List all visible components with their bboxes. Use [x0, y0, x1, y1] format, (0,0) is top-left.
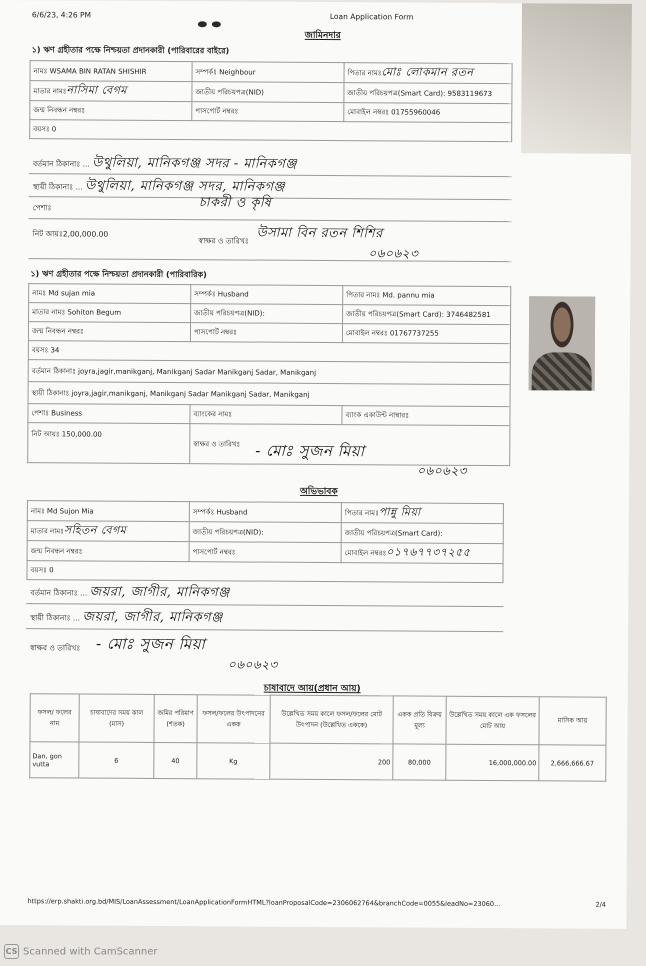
g2-permanent-address: স্থায়ী ঠিকানাঃ joyra,jagir,manikganj, Manikganj Sadar Manikganj Sadar, Manikganj — [28, 382, 510, 407]
g2-name: নামঃ Md sujan mia — [29, 284, 191, 304]
g2-smart-card: জাতীয় পরিচয়পত্র(Smart Card): 3746482581 — [343, 305, 511, 325]
g1-mother-hand: নাসিমা বেগম — [66, 83, 127, 97]
income-cell: 40 — [154, 742, 197, 778]
g1-income — [33, 229, 109, 241]
page-corner-shadow — [521, 3, 632, 154]
g1-father-hand: মোঃ লোকমান রতন — [381, 65, 474, 79]
gd-present-address — [30, 582, 229, 604]
camscanner-watermark — [4, 944, 158, 959]
g1-permanent-label: স্থায়ী ঠিকানাঃ ... — [32, 182, 83, 192]
divider — [26, 603, 503, 607]
g2-mobile: মোবাইল নম্বরঃ 01767737255 — [342, 324, 510, 344]
g2-relation: সম্পর্কঃ Husband — [191, 285, 343, 305]
g1-signature: উসামা বিন রতন শিশির — [256, 225, 383, 242]
g2-sign-label: স্বাক্ষর ও তারিখঃ — [193, 439, 241, 448]
form-title: Loan Application Form — [329, 12, 414, 22]
g1-sign-label: স্বাক্ষর ও তারিখঃ — [198, 236, 249, 246]
gd-sign-date: ০৬০৬২৩ — [227, 657, 278, 672]
g1-father — [344, 63, 512, 84]
g2-sign-date: ০৬০৬২৩ — [417, 463, 468, 478]
punch-holes — [198, 12, 226, 31]
g1-relation: সম্পর্কঃ Neighbour — [192, 62, 344, 83]
divider — [28, 258, 511, 262]
gd-mobile — [341, 543, 503, 564]
gd-present-hand: জয়রা, জাগীর, মানিকগঞ্জ — [89, 584, 230, 601]
g2-birth-reg: জন্ম নিবন্ধন নম্বরঃ — [28, 322, 190, 342]
gd-relation: সম্পর্কঃ Husband — [189, 502, 341, 523]
gd-nid: জাতীয় পরিচয়পত্র(NID): — [189, 522, 341, 543]
g1-mother-label: মাতার নামঃ — [33, 87, 67, 96]
g2-mother: মাতার নামঃ Sohiton Begum — [29, 303, 191, 323]
income-header-cell: জমির পরিমাণ (শতক) — [154, 694, 197, 742]
income-header-cell: মাসিক আয় — [539, 697, 606, 745]
income-cell: 6 — [79, 742, 154, 778]
g1-income-value: 2,00,000.00 — [62, 229, 109, 239]
gd-mother — [27, 521, 189, 542]
g1-income-label: নিট আয়ঃ — [32, 229, 63, 239]
g1-passport: পাসপোর্ট নম্বরঃ — [192, 102, 344, 122]
photo-shirt — [532, 352, 592, 390]
g1-occupation-hand: চাকরী ও কৃষি — [198, 195, 272, 211]
income-header-cell: একক প্রতি বিক্রয় মূল্য — [393, 696, 446, 744]
gd-smart-card: জাতীয় পরিচয়পত্র(Smart Card): — [341, 523, 503, 544]
gd-name: নামঃ Md Sujon Mia — [27, 501, 189, 522]
gd-mobile-hand: ০১৭৬৭৭৩৭২৫৫ — [386, 545, 471, 559]
income-cell: Kg — [197, 743, 270, 779]
camscanner-logo-icon: CS — [4, 944, 19, 959]
income-cell: 16,000,000.00 — [446, 744, 539, 781]
camscanner-text: Scanned with CamScanner — [23, 946, 158, 958]
gd-birth-reg: জন্ম নিবন্ধন নম্বরঃ — [27, 541, 189, 562]
g1-present-address — [33, 153, 297, 176]
guarantor1-table — [29, 60, 512, 142]
gd-age: বয়সঃ 0 — [27, 561, 503, 583]
gd-sign-label: স্বাক্ষর ও তারিখঃ — [30, 643, 81, 653]
print-datetime: 6/6/23, 4:26 PM — [31, 10, 92, 20]
g2-age: বয়সঃ 34 — [28, 341, 510, 363]
guarantor-photo — [529, 296, 596, 390]
gd-permanent-hand: জয়রা, জাগীর, মানিকগঞ্জ — [82, 609, 223, 626]
g1-smart-card: জাতীয় পরিচয়পত্র(Smart Card): 9583119673 — [344, 83, 512, 104]
gd-father-label: পিতার নামঃ — [344, 509, 379, 518]
income-header-cell: চাষাবাদের সময় কাল (মাস) — [79, 694, 154, 742]
g1-age: বয়সঃ 0 — [30, 120, 512, 142]
guardian-table — [26, 500, 503, 583]
gd-signature: - মোঃ সুজন মিয়া — [96, 634, 206, 654]
section-title: জামিনদার — [304, 30, 341, 42]
gd-mother-hand: সহিতন বেগম — [63, 523, 127, 537]
income-header-cell: ফসল/ফলের উৎপাদনের একক — [197, 695, 270, 743]
g1-mother — [30, 81, 192, 102]
gd-father-hand: পান্নু মিয়া — [378, 505, 421, 519]
gd-mobile-label: মোবাইল নম্বরঃ — [344, 549, 387, 558]
gd-present-label: বর্তমান ঠিকানাঃ ... — [30, 588, 88, 598]
g2-present-address: বর্তমান ঠিকানাঃ joyra,jagir,manikganj, Manikganj Sadar Manikganj Sadar, Manikganj — [28, 360, 510, 385]
g1-birth-reg: জন্ম নিবন্ধন নম্বরঃ — [30, 101, 192, 121]
g1-nid: জাতীয় পরিচয়পত্র(NID) — [192, 82, 344, 103]
income-table-title: চাষাবাদে আয়(প্রধান আয়) — [263, 683, 361, 695]
income-header-cell: উল্লেখিত সময় কালে এক ফসলের মোট আয় — [446, 696, 539, 745]
g2-nid: জাতীয় পরিচয়পত্র(NID): — [191, 304, 343, 324]
gd-passport: পাসপোর্ট নম্বরঃ — [189, 542, 341, 563]
g1-father-label: পিতার নামঃ — [347, 69, 382, 78]
g1-sign-date: ০৬০৬২৩ — [368, 246, 419, 261]
divider — [29, 218, 512, 222]
g1-permanent-hand: উথুলিয়া, মানিকগঞ্জ সদর, মানিকগঞ্জ — [85, 178, 286, 195]
g1-present-hand: উথুলিয়া, মানিকগঞ্জ সদর - মানিকগঞ্জ — [92, 155, 298, 172]
footer-page-number: 2/4 — [595, 900, 606, 909]
income-table — [29, 693, 607, 782]
income-cell: Dan, gon vutta — [30, 742, 79, 778]
g1-occupation-label: পেশাঃ — [32, 203, 52, 213]
g2-father: পিতার নামঃ Md. pannu mia — [343, 286, 511, 306]
income-cell: 2,666,666.67 — [539, 745, 606, 781]
table-row — [30, 742, 606, 782]
divider — [26, 628, 503, 632]
guardian-title: অভিভাবক — [299, 486, 338, 498]
g2-occupation: পেশাঃ Business — [28, 404, 190, 424]
g2-bank-name: ব্যাংকের নামঃ — [190, 405, 342, 425]
income-header-cell: উল্লেখিত সময় কালে ফসল/ফলের মোট উৎপাদন (উল্লেখিত এককে) — [270, 695, 393, 744]
gd-permanent-address — [30, 607, 223, 629]
gd-mother-label: মাতার নামঃ — [30, 527, 64, 536]
g2-passport: পাসপোর্ট নম্বরঃ — [190, 323, 342, 343]
g2-income: নিট আয়ঃ 150,000.00 — [28, 423, 190, 464]
income-cell: 80,000 — [393, 744, 446, 780]
guarantor1-heading: ১) ঋণ গ্রহীতার পক্ষে নিশ্চয়তা প্রদানকারী (পারিবারের বাইরে) — [31, 45, 230, 56]
guarantor2-heading: ১) ঋণ গ্রহীতার পক্ষে নিশ্চয়তা প্রদানকারী (পারিবারিক) — [30, 269, 207, 280]
g1-mobile: মোবাইল নম্বরঃ 01755960046 — [344, 103, 512, 123]
gd-permanent-label: স্থায়ী ঠিকানাঃ ... — [30, 613, 81, 623]
gd-father — [341, 503, 503, 524]
income-header-cell: ফসল/ ফলের নাম — [30, 694, 79, 742]
g2-bank-account: ব্যাংক একাউন্ট নাম্বারঃ — [342, 406, 510, 426]
g2-signature: - মোঃ সুজন মিয়া — [255, 441, 365, 461]
footer-url: https://erp.shakti.org.bd/MIS/LoanAssessment/LoanApplicationFormHTML?loanProposalCode=2306062764&branchCode=0055&leadNo=23060... — [27, 897, 501, 909]
g1-name: নামঃ WSAMA BIN RATAN SHISHIR — [30, 61, 192, 82]
g1-present-label: বর্তমান ঠিকানাঃ ... — [32, 159, 90, 169]
income-cell: 200 — [270, 743, 393, 780]
